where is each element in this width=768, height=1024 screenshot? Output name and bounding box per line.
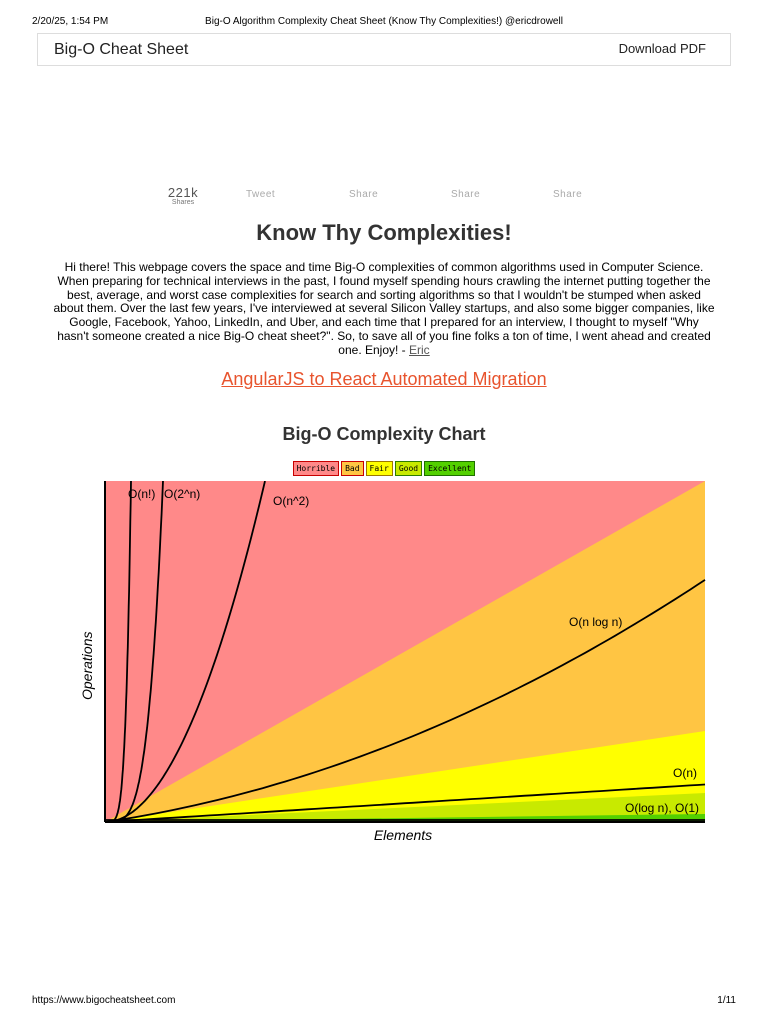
promo — [0, 369, 768, 390]
print-header — [32, 16, 736, 30]
brand-link[interactable]: Big-O Cheat Sheet — [54, 41, 189, 58]
print-footer — [32, 995, 736, 1009]
legend-excellent: Excellent — [424, 461, 475, 476]
share-button-3[interactable]: Share — [553, 189, 583, 200]
y-axis-label: Operations — [79, 631, 95, 700]
label-log-constant: O(log n), O(1) — [625, 801, 700, 815]
label-quadratic: O(n^2) — [273, 494, 310, 508]
promo-link[interactable]: AngularJS to React Automated Migration — [221, 369, 547, 389]
page-headline: Know Thy Complexities! — [256, 220, 512, 245]
label-factorial: O(n!) — [128, 487, 156, 501]
label-linear: O(n) — [673, 766, 697, 780]
label-nlogn: O(n log n) — [569, 615, 623, 629]
x-axis-label: Elements — [373, 827, 433, 843]
navbar — [37, 33, 731, 66]
print-page-number: 1/11 — [717, 995, 736, 1006]
print-date: 2/20/25, 1:54 PM — [32, 16, 109, 27]
share-count-number: 221k — [167, 185, 199, 200]
legend-good: Good — [395, 461, 422, 476]
share-button-2[interactable]: Share — [451, 189, 481, 200]
print-title: Big-O Algorithm Complexity Cheat Sheet (Know Thy Complexities!) @ericdrowell — [205, 16, 563, 27]
share-count — [166, 185, 200, 206]
legend-fair: Fair — [366, 461, 393, 476]
print-url: https://www.bigocheatsheet.com — [32, 995, 176, 1006]
complexity-chart — [0, 481, 768, 851]
tweet-button[interactable]: Tweet — [246, 189, 276, 200]
label-exponential: O(2^n) — [164, 487, 201, 501]
chart-legend — [0, 461, 768, 476]
author-link[interactable]: Eric — [409, 342, 430, 357]
intro-paragraph — [52, 261, 716, 358]
chart-title: Big-O Complexity Chart — [282, 424, 486, 444]
legend-bad: Bad — [341, 461, 363, 476]
intro-text: Hi there! This webpage covers the space and time Big-O complexities of common algorithms used in Computer Science. When preparing for technical interviews in the past, I found myself spending hours crawling the internet putting together the best, average, and worst case complexities for search and sorting algorithms so that I wouldn't be stumped when asked about them. Over the last few years, I've interviewed at several Silicon Valley startups, and also some bigger companies, like Google, Facebook, Yahoo, LinkedIn, and Uber, and each time that I prepared for an interview, I thought to myself "Why hasn't someone created a nice Big-O cheat sheet?". So, to save all of you fine folks a ton of time, I went ahead and created one. Enjoy! - — [53, 260, 715, 357]
share-button-1[interactable]: Share — [349, 189, 379, 200]
share-count-label: Shares — [171, 199, 195, 206]
download-pdf-link[interactable]: Download PDF — [618, 41, 706, 56]
legend-horrible: Horrible — [293, 461, 340, 476]
share-bar — [0, 185, 768, 209]
